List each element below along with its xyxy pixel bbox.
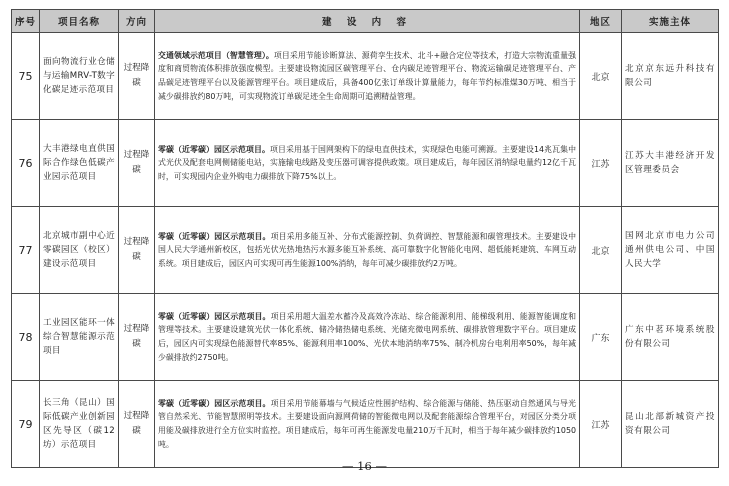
header-name: 项目名称 bbox=[40, 10, 119, 33]
project-entity: 北京京东远升科技有限公司 bbox=[622, 33, 719, 120]
project-name: 长三角（昆山）国际低碳产业创新园区先导区（碳12坊）示范项目 bbox=[40, 381, 119, 468]
project-direction: 过程降碳 bbox=[119, 294, 155, 381]
project-content bbox=[155, 294, 580, 381]
project-content bbox=[155, 33, 580, 120]
row-number: 75 bbox=[12, 33, 40, 120]
project-name: 北京城市副中心近零碳园区（校区）建设示范项目 bbox=[40, 207, 119, 294]
header-entity: 实施主体 bbox=[622, 10, 719, 33]
content-category: 零碳（近零碳）园区示范项目。 bbox=[158, 398, 271, 408]
project-name: 大丰港绿电直供国际合作绿色低碳产业园示范项目 bbox=[40, 120, 119, 207]
header-content: 建 设 内 容 bbox=[155, 10, 580, 33]
content-category: 交通领域示范项目（智慧管理）。 bbox=[158, 50, 274, 60]
project-entity: 广东中茗环境系统股份有限公司 bbox=[622, 294, 719, 381]
table-row bbox=[12, 207, 719, 294]
row-number: 79 bbox=[12, 381, 40, 468]
project-region: 北京 bbox=[580, 33, 622, 120]
row-number: 77 bbox=[12, 207, 40, 294]
table-row bbox=[12, 294, 719, 381]
content-description: 项目采用节能幕墙与气候适应性围护结构、综合能源与储能、热压驱动自然通风与导光管自然采光、节能智慧照明等技术。主要建设面向源网荷储的智能微电网以及配套能源综合管理平台，对园区分类分项用能及碳排放进行全方位实时监控。项目建成后，每年可再生能源发电量210万千瓦时，相当于每年减少碳排放约1050吨。 bbox=[158, 398, 576, 449]
project-region: 广东 bbox=[580, 294, 622, 381]
project-direction: 过程降碳 bbox=[119, 381, 155, 468]
page-number: — 16 — bbox=[342, 459, 387, 473]
project-name: 面向物流行业仓储与运输MRV-T数字化碳足迹示范项目 bbox=[40, 33, 119, 120]
project-entity: 昆山北部新城资产投资有限公司 bbox=[622, 381, 719, 468]
project-content bbox=[155, 381, 580, 468]
project-entity: 江苏大丰港经济开发区管理委员会 bbox=[622, 120, 719, 207]
row-number: 78 bbox=[12, 294, 40, 381]
content-category: 零碳（近零碳）园区示范项目。 bbox=[158, 231, 271, 241]
project-direction: 过程降碳 bbox=[119, 33, 155, 120]
project-table bbox=[11, 9, 719, 468]
content-description: 项目采用基于国网架构下的绿电直供技术，实现绿色电能可溯源。主要建设14兆瓦集中式光伏及配套电网侧储能电站，实施输电线路及变压器可调容提供政策。项目建成后，每年园区消纳绿电量约12亿千瓦时，可实现园内企业外购电力碳排放下降75%以上。 bbox=[158, 144, 576, 181]
row-number: 76 bbox=[12, 120, 40, 207]
content-description: 项目采用超大温差水蓄冷及高效冷冻站、综合能源利用、能梯级利用、能源智能调度和管理等技术。主要建设建筑光伏一体化系统、储冷储热储电系统、光储充微电网系统、碳排放管理数字平台。项目建成后，园区内可实现绿色能源替代率85%、能源利用率100%、光伏本地消纳率75%、制冷机房台电利用率50%，每年减少碳排放约2750吨。 bbox=[158, 311, 576, 362]
project-region: 江苏 bbox=[580, 381, 622, 468]
table-header-row bbox=[12, 10, 719, 33]
table-row bbox=[12, 381, 719, 468]
project-direction: 过程降碳 bbox=[119, 207, 155, 294]
project-region: 江苏 bbox=[580, 120, 622, 207]
header-no: 序号 bbox=[12, 10, 40, 33]
project-entity: 国网北京市电力公司通州供电公司、中国人民大学 bbox=[622, 207, 719, 294]
project-content bbox=[155, 120, 580, 207]
project-name: 工业园区能环一体综合智慧能源示范项目 bbox=[40, 294, 119, 381]
content-category: 零碳（近零碳）园区示范项目。 bbox=[158, 144, 270, 154]
content-category: 零碳（近零碳）园区示范项目。 bbox=[158, 311, 271, 321]
header-direction: 方向 bbox=[119, 10, 155, 33]
table-row bbox=[12, 120, 719, 207]
content-description: 项目采用多能互补、分布式能源控制、负荷调控、智慧能源和碳管理技术。主要建设中国人民大学通州新校区，包括光伏光热地热污水源多能互补系统、高可靠数字化智能化电网、超低能耗建筑、车网互动系统。项目建成后，园区内可实现可再生能源100%消纳，每年可减少碳排放约2万吨。 bbox=[158, 231, 576, 268]
project-region: 北京 bbox=[580, 207, 622, 294]
table-row bbox=[12, 33, 719, 120]
header-region: 地区 bbox=[580, 10, 622, 33]
project-content bbox=[155, 207, 580, 294]
project-direction: 过程降碳 bbox=[119, 120, 155, 207]
content-description: 项目采用节能诊断算法、源荷孪生技术、北斗+融合定位等技术，打造大宗物流重量强度和商贸物流体积排放强度模型。主要建设物流园区碳管理平台、仓内碳足迹管理平台、物流运输碳足迹管理平台、产品碳足迹管理平台以及能源管理平台。项目建成后，具备400亿张订单级计算量能力，每年节约标准煤30万吨、相当于减少碳排放约80万吨，可实现物流订单碳足迹全生命周期可追溯精益管理。 bbox=[158, 50, 576, 101]
